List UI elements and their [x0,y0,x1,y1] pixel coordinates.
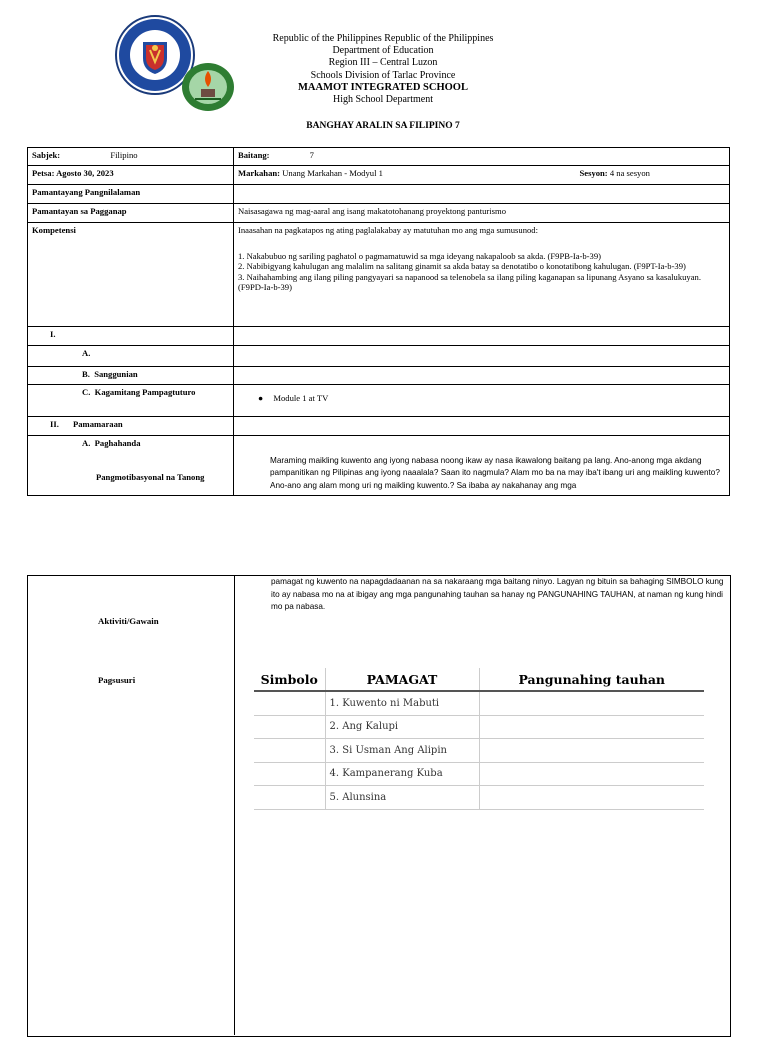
table-row [254,739,704,763]
grade-value: 7 [309,150,314,160]
competency-item: 1. Nakabubuo ng sariling paghatol o pagmamatuwid sa mga ideyang nakapaloob sa akda. (F9PB-Ia-b-39) [238,251,601,262]
performance-standard-label: Pamantayan sa Pagganap [28,204,234,223]
simbolo-cell[interactable] [254,739,325,763]
quarter-label: Markahan: [238,168,281,178]
department-name: High School Department [333,94,433,106]
title-cell: 4. Kampanerang Kuba [325,762,479,786]
kagamitan-item: Module 1 at TV [273,393,329,403]
kagamitan-row [28,385,234,417]
tauhan-cell[interactable] [479,786,704,810]
header-line: Schools Division of Tarlac Province [310,69,456,81]
pamamaraan-row [28,417,234,436]
quarter-cell [234,166,730,185]
story-table [254,668,704,810]
title-cell: 3. Si Usman Ang Alipin [325,739,479,763]
simbolo-cell[interactable] [254,762,325,786]
table-row [254,691,704,715]
content-standard-label: Pamantayang Pangnilalaman [28,185,234,204]
table-row [254,786,704,810]
header-line: Republic of the Philippines Republic of the Philippines [272,33,494,44]
tauhan-cell[interactable] [479,762,704,786]
tauhan-cell[interactable] [479,739,704,763]
tauhan-cell[interactable] [479,691,704,715]
header-line: Department of Education [332,45,434,57]
table-row [254,762,704,786]
motivational-label: Pangmotibasyonal na Tanong [96,472,205,483]
header-simbolo: Simbolo [254,668,325,691]
sanggunian-label: Sanggunian [94,369,138,379]
aktiviti-label: Aktiviti/Gawain [98,616,159,626]
competency-item: 2. Nabibigyang kahulugan ang malalim na salitang ginamit sa akda batay sa denotatibo o konotatibong kahulugan. (F9PT-Ia-b-39) [238,261,686,272]
tauhan-cell[interactable] [479,715,704,739]
document-title: BANGHAY ARALIN SA FILIPINO 7 [306,121,460,131]
empty-cell [234,367,730,385]
header-tauhan: Pangunahing tauhan [479,668,704,691]
pamamaraan-label: Pamamaraan [73,419,123,429]
simbolo-cell[interactable] [254,691,325,715]
simbolo-cell[interactable] [254,715,325,739]
continued-text: pamagat ng kuwento na napagdadaanan na sa nakaraang mga baitang ninyo. Lagyan ng bituin sa bahaging SIMBOLO kung ito ay nabasa mo na at ibigay ang mga pangunahing tauhan sa hanay ng PANGUNAHING TAUHAN, at naman ng kung hindi mo pa nabasa. [271,577,724,612]
header-line: Region III – Central Luzon [328,57,438,69]
subject-cell [28,148,234,166]
competency-intro: Inaasahan na pagkatapos ng ating paglalakabay ay matutuhan mo ang mga sumusunod: [238,225,538,235]
competency-label: Kompetensi [28,223,234,327]
kagamitan-label: Kagamitang Pampagtuturo [94,387,196,397]
table-row [254,715,704,739]
paghahanda-letter: A. [82,438,91,448]
header-pamagat: PAMAGAT [325,668,479,691]
empty-cell [234,417,730,436]
motivational-text: Maraming maikling kuwento ang iyong nabasa noong ikaw ay nasa ikawalong baitang pa lang. Ano-anong mga akdang pampanitikan ng Pilipinas ang iyong naaalala? Saan ito nagmula? Alam mo ba na may iba't ibang uri ang maikling kuwento? Ano-ano ang alam mong uri ng maikling kuwento.? Sa ibaba ay nakahanay ang mga [234,436,730,496]
subject-label: Sabjek: [32,150,61,160]
letter-a-label: A. [28,346,234,367]
competency-item: 3. Naihahambing ang ilang piling pangyayari sa napanood sa telenobela sa ilang piling kaganapan sa lipunang Asyano sa kasalukuyan. (F9PD-Ia-b-39) [238,271,701,292]
bullet: ● [258,393,264,403]
session-label: Sesyon: [579,168,608,178]
date-label: Petsa: Agosto 30, 2023 [28,166,234,185]
empty-cell [234,327,730,346]
paghahanda-label: Paghahanda [94,438,141,448]
grade-label: Baitang: [238,150,270,160]
quarter-value: Unang Markahan - Modyul 1 [282,168,383,178]
lesson-plan-table [27,147,730,496]
school-name: MAAMOT INTEGRATED SCHOOL [298,81,468,93]
content-standard-value [234,185,730,204]
section-two-label: II. [50,419,59,429]
kagamitan-letter: C. [82,387,91,397]
subject-value: Filipino [110,150,138,160]
section-one-label: I. [28,327,234,346]
title-cell: 2. Ang Kalupi [325,715,479,739]
pagsusuri-label: Pagsusuri [98,675,136,685]
simbolo-cell[interactable] [254,786,325,810]
title-cell: 1. Kuwento ni Mabuti [325,691,479,715]
sanggunian-row [28,367,234,385]
title-cell: 5. Alunsina [325,786,479,810]
kagamitan-item-cell [234,385,730,417]
column-divider [234,575,235,1035]
sanggunian-letter: B. [82,369,90,379]
grade-cell [234,148,730,166]
competency-cell [234,223,730,327]
session-value: 4 na sesyon [609,168,650,178]
paghahanda-cell [28,436,234,496]
performance-standard-value: Naisasagawa ng mag-aaral ang isang makatotohanang proyektong panturismo [234,204,730,223]
empty-cell [234,346,730,367]
